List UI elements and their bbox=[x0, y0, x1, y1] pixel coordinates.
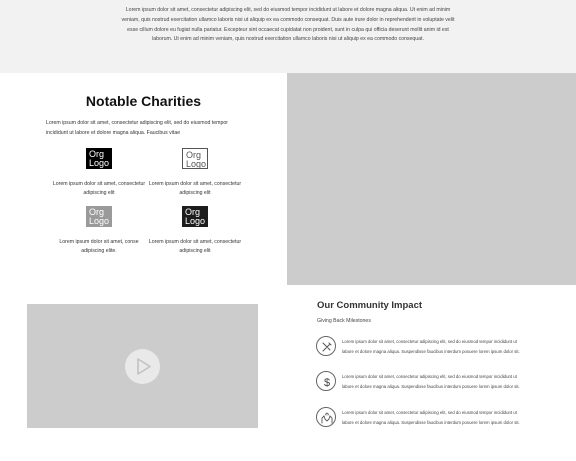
org-logo: Org Logo bbox=[86, 148, 112, 169]
tools-icon bbox=[316, 336, 336, 356]
charity-org-3[interactable] bbox=[49, 206, 149, 256]
org-caption: Lorem ipsum dolor sit amet, consectetur adipiscing elit bbox=[148, 181, 242, 197]
video-player[interactable] bbox=[27, 304, 258, 428]
intro-band bbox=[0, 0, 576, 73]
impact-item bbox=[316, 407, 556, 431]
org-caption: Lorem ipsum dolor sit amet, conse adipiscing elite. bbox=[59, 239, 139, 255]
charities-intro: Lorem ipsum dolor sit amet, consectetur adipiscing elit, sed do eiusmod tempor incididunt ut labore et dolore magna aliqua. Faucibus vitae bbox=[46, 120, 228, 136]
impact-subtitle: Giving Back Milestones bbox=[317, 318, 371, 324]
impact-item bbox=[316, 336, 556, 360]
image-placeholder bbox=[287, 73, 576, 285]
dollar-icon bbox=[316, 371, 336, 391]
impact-text: Lorem ipsum dolor sit amet, consectetur adipiscing elit, sed do eiusmod tempor incididunt ut labore et dolore magna aliqua. Suspendisse faucibus interdum posuere lorem ipsum dolor sit. bbox=[342, 374, 520, 389]
impact-title: Our Community Impact bbox=[317, 300, 423, 311]
intro-paragraph: Lorem ipsum dolor sit amet, consectetur adipiscing elit, sed do eiusmod tempor incididunt ut labore et dolore magna aliqua. Ut enim ad minim veniam, quis nostrud exercitation ullamco laboris nisi ut aliquip ex ea commodo consequat. Duis aute irure dolor in reprehenderit in voluptate velit esse cillum dolore eu fugiat nulla pariatur. Excepteur sint occaecat cupidatat non proident, sunt in culpa qui officia deserunt mollit anim id est laborum. Ut enim ad minim veniam, quis nostrud exercitation ullamco laboris nisi ut aliquip ex ea commodo consequat. bbox=[121, 7, 455, 43]
org-caption: Lorem ipsum dolor sit amet, consectetur adipiscing elit bbox=[52, 181, 146, 197]
play-button[interactable] bbox=[125, 349, 160, 384]
impact-text: Lorem ipsum dolor sit amet, consectetur adipiscing elit, sed do eiusmod tempor incididunt ut labore et dolore magna aliqua. Suspendisse faucibus interdum posuere lorem ipsum dolor sit. bbox=[342, 410, 520, 425]
charities-title: Notable Charities bbox=[85, 93, 202, 109]
svg-text:$: $ bbox=[323, 377, 331, 389]
charity-org-4[interactable] bbox=[145, 206, 245, 256]
hands-icon bbox=[316, 407, 336, 427]
org-logo: Org Logo bbox=[86, 206, 112, 227]
impact-item bbox=[316, 371, 556, 395]
org-logo: Org Logo bbox=[182, 148, 208, 169]
org-caption: Lorem ipsum dolor sit amet, consectetur adipiscing elit bbox=[148, 239, 242, 255]
org-logo: Org Logo bbox=[182, 206, 208, 227]
charity-org-2[interactable] bbox=[145, 148, 245, 198]
play-icon bbox=[125, 349, 160, 384]
charity-org-1[interactable] bbox=[49, 148, 149, 198]
notable-charities-section bbox=[0, 73, 287, 285]
impact-text: Lorem ipsum dolor sit amet, consectetur adipiscing elit, sed do eiusmod tempor incididunt ut labore et dolore magna aliqua. Suspendisse faucibus interdum posuere lorem ipsum dolor sit. bbox=[342, 339, 520, 354]
